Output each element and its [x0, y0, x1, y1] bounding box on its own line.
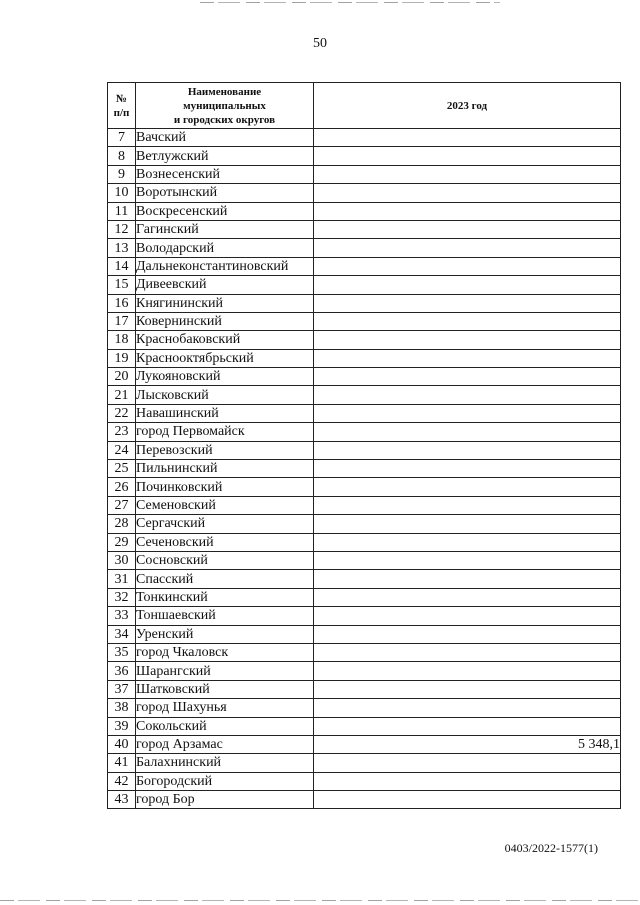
municipality-name: Спасский: [136, 570, 314, 588]
municipality-name: Краснобаковский: [136, 331, 314, 349]
value-2023: [314, 220, 621, 238]
municipality-name: Дальнеконстантиновский: [136, 257, 314, 275]
municipality-name: Уренский: [136, 625, 314, 643]
table-row: [108, 607, 621, 625]
value-2023: [314, 349, 621, 367]
value-2023: [314, 791, 621, 809]
municipality-name: Лысковский: [136, 386, 314, 404]
row-number: 15: [108, 276, 136, 294]
row-number: 18: [108, 331, 136, 349]
table-row: [108, 423, 621, 441]
table-row: [108, 386, 621, 404]
municipality-name: Дивеевский: [136, 276, 314, 294]
table-header-row: [108, 83, 621, 129]
municipality-name: Перевозский: [136, 441, 314, 459]
row-number: 36: [108, 662, 136, 680]
row-number: 31: [108, 570, 136, 588]
municipality-name: Починковский: [136, 478, 314, 496]
value-2023: [314, 533, 621, 551]
value-2023: [314, 551, 621, 569]
municipality-name: Краснооктябрьский: [136, 349, 314, 367]
row-number: 34: [108, 625, 136, 643]
municipality-name: Сеченовский: [136, 533, 314, 551]
row-number: 26: [108, 478, 136, 496]
municipality-name: Богородский: [136, 772, 314, 790]
municipality-name: город Чкаловск: [136, 643, 314, 661]
table-row: [108, 662, 621, 680]
municipality-name: Лукояновский: [136, 368, 314, 386]
row-number: 32: [108, 588, 136, 606]
table-row: [108, 478, 621, 496]
header-year-2023: 2023 год: [314, 83, 621, 129]
table-row: [108, 791, 621, 809]
value-2023: [314, 312, 621, 330]
municipality-name: Семеновский: [136, 496, 314, 514]
municipality-name: Сергачский: [136, 515, 314, 533]
table-row: [108, 129, 621, 147]
municipality-name: Володарский: [136, 239, 314, 257]
value-2023: [314, 331, 621, 349]
municipality-name: Балахнинский: [136, 754, 314, 772]
value-2023: [314, 643, 621, 661]
row-number: 8: [108, 147, 136, 165]
municipality-name: Вознесенский: [136, 165, 314, 183]
value-2023: [314, 625, 621, 643]
table-row: [108, 717, 621, 735]
document-code: 0403/2022-1577(1): [504, 841, 598, 855]
table-body: [108, 129, 621, 809]
table-row: [108, 349, 621, 367]
table-row: [108, 184, 621, 202]
row-number: 13: [108, 239, 136, 257]
value-2023: [314, 478, 621, 496]
row-number: 7: [108, 129, 136, 147]
table-row: [108, 772, 621, 790]
value-2023: [314, 386, 621, 404]
municipality-name: город Первомайск: [136, 423, 314, 441]
value-2023: [314, 699, 621, 717]
municipality-name: Сосновский: [136, 551, 314, 569]
table-row: [108, 551, 621, 569]
table-row: [108, 331, 621, 349]
value-2023: [314, 460, 621, 478]
row-number: 30: [108, 551, 136, 569]
value-2023: [314, 754, 621, 772]
value-2023: [314, 496, 621, 514]
value-2023: [314, 515, 621, 533]
table-row: [108, 460, 621, 478]
row-number: 37: [108, 680, 136, 698]
municipality-name: Сокольский: [136, 717, 314, 735]
scan-artifact-top: [200, 2, 500, 3]
table-row: [108, 699, 621, 717]
table-row: [108, 239, 621, 257]
table-row: [108, 625, 621, 643]
row-number: 27: [108, 496, 136, 514]
table-row: [108, 257, 621, 275]
row-number: 22: [108, 404, 136, 422]
table-row: [108, 276, 621, 294]
row-number: 35: [108, 643, 136, 661]
table-row: [108, 147, 621, 165]
row-number: 12: [108, 220, 136, 238]
table-row: [108, 404, 621, 422]
municipality-name: Шатковский: [136, 680, 314, 698]
row-number: 9: [108, 165, 136, 183]
row-number: 23: [108, 423, 136, 441]
municipality-name: город Арзамас: [136, 735, 314, 753]
row-number: 14: [108, 257, 136, 275]
row-number: 11: [108, 202, 136, 220]
table-row: [108, 754, 621, 772]
value-2023: [314, 202, 621, 220]
table-row: [108, 515, 621, 533]
value-2023: [314, 423, 621, 441]
table-row: [108, 533, 621, 551]
value-2023: [314, 662, 621, 680]
municipal-budget-table: [107, 82, 621, 809]
municipality-name: Тонкинский: [136, 588, 314, 606]
municipality-name: Гагинский: [136, 220, 314, 238]
table-row: [108, 588, 621, 606]
row-number: 10: [108, 184, 136, 202]
row-number: 24: [108, 441, 136, 459]
header-row-number: [108, 83, 136, 129]
municipality-name: Воскресенский: [136, 202, 314, 220]
table-row: [108, 202, 621, 220]
page-number: 50: [313, 36, 327, 51]
value-2023: [314, 147, 621, 165]
value-2023: [314, 772, 621, 790]
value-2023: [314, 276, 621, 294]
value-2023: [314, 294, 621, 312]
table-row: [108, 312, 621, 330]
municipality-name: Пильнинский: [136, 460, 314, 478]
row-number: 38: [108, 699, 136, 717]
row-number: 28: [108, 515, 136, 533]
municipality-name: Шарангский: [136, 662, 314, 680]
value-2023: [314, 165, 621, 183]
value-2023: [314, 570, 621, 588]
table-row: [108, 441, 621, 459]
row-number: 43: [108, 791, 136, 809]
value-2023: [314, 257, 621, 275]
table-row: [108, 735, 621, 753]
scan-artifact-bottom: [0, 900, 640, 901]
header-row-number-text: № п/п: [113, 92, 130, 119]
value-2023: [314, 368, 621, 386]
municipality-name: Ковернинский: [136, 312, 314, 330]
table-row: [108, 496, 621, 514]
municipality-name: Навашинский: [136, 404, 314, 422]
value-2023: 5 348,1: [314, 735, 621, 753]
value-2023: [314, 680, 621, 698]
row-number: 33: [108, 607, 136, 625]
value-2023: [314, 441, 621, 459]
table-row: [108, 165, 621, 183]
municipality-name: Тоншаевский: [136, 607, 314, 625]
municipality-name: город Бор: [136, 791, 314, 809]
municipality-name: Ветлужский: [136, 147, 314, 165]
value-2023: [314, 404, 621, 422]
value-2023: [314, 588, 621, 606]
municipality-name: Воротынский: [136, 184, 314, 202]
table-row: [108, 680, 621, 698]
value-2023: [314, 129, 621, 147]
row-number: 25: [108, 460, 136, 478]
municipality-name: Княгининский: [136, 294, 314, 312]
table-row: [108, 220, 621, 238]
row-number: 17: [108, 312, 136, 330]
row-number: 21: [108, 386, 136, 404]
value-2023: [314, 717, 621, 735]
row-number: 29: [108, 533, 136, 551]
row-number: 40: [108, 735, 136, 753]
table-row: [108, 570, 621, 588]
table-row: [108, 368, 621, 386]
row-number: 39: [108, 717, 136, 735]
row-number: 16: [108, 294, 136, 312]
row-number: 19: [108, 349, 136, 367]
municipality-name: город Шахунья: [136, 699, 314, 717]
value-2023: [314, 607, 621, 625]
table-row: [108, 294, 621, 312]
value-2023: [314, 239, 621, 257]
row-number: 41: [108, 754, 136, 772]
header-municipality-name-text: Наименование муниципальных и городских округов: [173, 85, 276, 126]
value-2023: [314, 184, 621, 202]
municipality-name: Вачский: [136, 129, 314, 147]
header-municipality-name: [136, 83, 314, 129]
row-number: 20: [108, 368, 136, 386]
row-number: 42: [108, 772, 136, 790]
table-row: [108, 643, 621, 661]
